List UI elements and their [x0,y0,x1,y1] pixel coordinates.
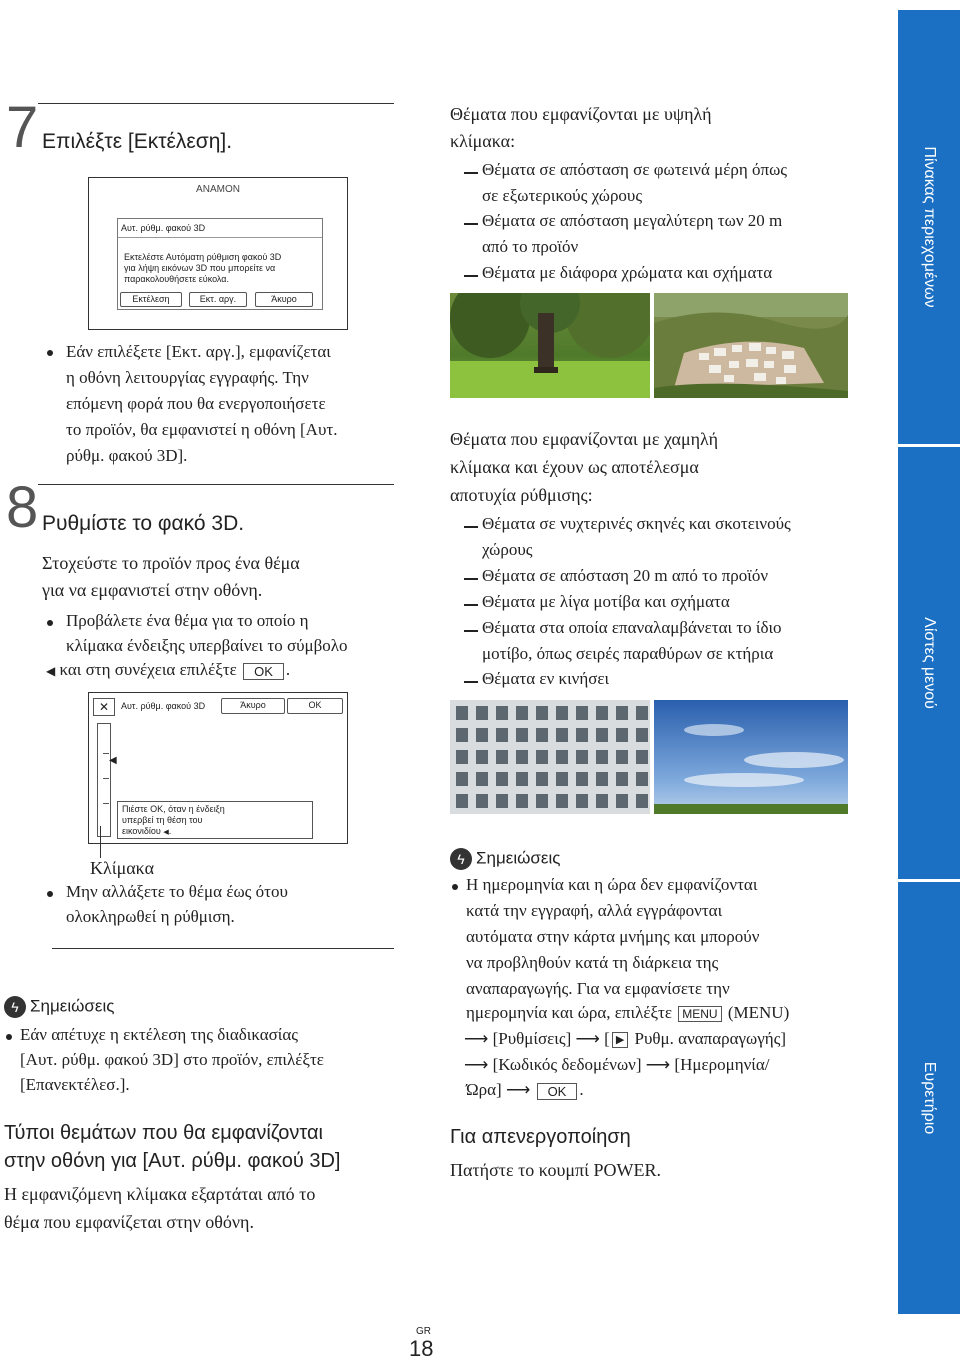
notes-icon: ϟ [450,848,472,870]
notes-right-line-path [464,1055,769,1075]
step8-end-rule [52,948,394,949]
notes-right-line: να προβληθούν κατά τη διάρκεια της [466,953,719,972]
cancel-button[interactable]: Άκυρο [255,292,313,307]
dash-marker [464,630,478,632]
bullet-marker [47,350,53,356]
subjects-heading-line: Τύποι θεμάτων που θα εμφανίζονται [4,1122,323,1144]
execute-button[interactable]: Εκτέλεση [120,292,182,307]
notes-left-line: [Αυτ. ρύθμ. φακού 3D] στο προϊόν, επιλέξτε [20,1050,324,1069]
high-item-line: Θέματα με διάφορα χρώματα και σχήματα [482,263,773,282]
step8-bullet2-line: Μην αλλάξετε το θέμα έως ότου [66,882,288,901]
notes-heading-left [4,996,114,1018]
notes-right-line-menu [466,1003,789,1023]
arrow-right-icon: ⟶ [464,1029,489,1048]
hint-box [117,801,313,839]
low-intro-line: αποτυχία ρύθμισης: [450,485,593,505]
bullet-marker [6,1034,12,1040]
high-item-line: Θέματα σε απόσταση σε φωτεινά μέρη όπως [482,160,787,179]
notes-heading-text: Σημειώσεις [30,996,115,1016]
hint-line: υπερβεί τη θέση του [122,815,203,825]
photo-building-windows [450,700,650,814]
step8-title: Ρυθμίστε το φακό 3D. [42,512,245,535]
scale-tick [103,803,109,804]
dash-marker [464,172,478,174]
low-intro-line: κλίμακα και έχουν ως αποτέλεσμα [450,457,699,477]
step7-title: Επιλέξτε [Εκτέλεση]. [42,130,233,153]
notes-text: ημερομηνία και ώρα, επιλέξτε [466,1003,673,1022]
bullet-marker [47,620,53,626]
arrow-right-icon: ⟶ [575,1029,600,1048]
notes-right-line-path [466,1080,584,1100]
low-item-line: Θέματα εν κινήσει [482,669,610,688]
step7-note-line: η οθόνη λειτουργίας εγγραφής. Την [66,368,309,387]
notes-text: [ [604,1029,610,1048]
tab-index[interactable] [898,882,960,1315]
step8-bullet-text: και στη συνέχεια επιλέξτε [59,660,237,679]
dash-marker [464,604,478,606]
arrow-right-icon: ⟶ [464,1055,489,1074]
execute-later-button[interactable]: Εκτ. αργ. [189,292,247,307]
ok-button-inline: OK [537,1083,578,1100]
low-item-line: Θέματα σε απόσταση 20 m από το προϊόν [482,566,769,585]
screen-message-line: Εκτελέστε Αυτόματη ρύθμιση φακού 3D [124,252,282,262]
tab-contents-label: Πίνακας περιεχομένων [921,146,938,308]
step7-note-line: Εάν επιλέξετε [Εκτ. αργ.], εμφανίζεται [66,342,331,361]
tab-menu-lists[interactable] [898,447,960,880]
notes-text: Ρυθμ. αναπαραγωγής] [634,1029,787,1048]
notes-text: [Ρυθμίσεις] [492,1029,572,1048]
subjects-body-line: Η εμφανιζόμενη κλίμακα εξαρτάται από το [4,1184,316,1204]
low-item-line: Θέματα με λίγα μοτίβα και σχήματα [482,592,730,611]
low-item-line: μοτίβο, όπως σειρές παραθύρων σε κτήρια [482,644,774,663]
step7-note-line: επόμενη φορά που θα ενεργοποιήσετε [66,394,326,413]
bullet-marker [452,884,458,890]
ok-button-inline: OK [243,663,284,680]
screen-title: Αυτ. ρύθμ. φακού 3D [121,701,206,711]
notes-heading-right [450,848,560,870]
high-intro-line: Θέματα που εμφανίζονται με υψηλή [450,104,712,124]
step7-note-line: το προϊόν, θα εμφανιστεί η οθόνη [Αυτ. [66,420,338,439]
notes-right-line-path [464,1029,786,1049]
arrow-right-icon: ⟶ [645,1055,671,1074]
notes-text: [Ημερομηνία/ [674,1055,770,1074]
step8-number: 8 [6,475,39,540]
scale-tick [103,778,109,779]
photo-village [654,293,848,398]
screen-header: ΑΝΑΜΟΝ [196,184,240,195]
screen-message-line: για λήψη εικόνων 3D που μπορείτε να [124,263,276,273]
left-triangle-icon: ◀ [163,829,169,836]
dash-marker [464,578,478,580]
page-number: 18 [409,1336,434,1361]
ok-button[interactable]: OK [287,698,343,714]
hint-line-last: εικονιδίου ◀. [122,826,172,836]
step7-rule [38,103,394,104]
notes-text: [Κωδικός δεδομένων] [492,1055,642,1074]
high-item-line: από το προϊόν [482,237,579,256]
step8-bullet2-line: ολοκληρωθεί η ρύθμιση. [66,907,235,926]
scale-tick [103,753,109,754]
notes-right-line: κατά την εγγραφή, αλλά εγγράφονται [466,901,723,920]
notes-right-line: Η ημερομηνία και η ώρα δεν εμφανίζονται [466,875,758,894]
step8-screen [88,692,348,844]
low-intro-line: Θέματα που εμφανίζονται με χαμηλή [450,429,719,449]
disable-heading: Για απενεργοποίηση [450,1126,631,1148]
notes-text: (MENU) [727,1003,790,1022]
step8-rule [38,484,394,485]
step8-body-line: για να εμφανιστεί στην οθόνη. [42,580,263,600]
high-item-line: σε εξωτερικούς χώρους [482,186,643,205]
tab-index-label: Ευρετήριο [921,1061,938,1135]
playback-icon: ▶ [612,1032,628,1048]
step8-bullet-line: κλίμακα ένδειξης υπερβαίνει το σύμβολο [66,636,348,655]
notes-heading-text: Σημειώσεις [476,848,561,868]
step7-note-line: ρύθμ. φακού 3D]. [66,446,188,465]
step8-body-line: Στοχεύστε το προϊόν προς ένα θέμα [42,553,300,573]
dash-marker [464,275,478,277]
notes-left-line: Εάν απέτυχε η εκτέλεση της διαδικασίας [20,1025,299,1044]
step7-screen [88,177,348,330]
dash-marker [464,223,478,225]
close-icon[interactable]: ✕ [93,698,115,716]
scale-bar [97,723,111,837]
step8-bullet-line: Προβάλετε ένα θέμα για το οποίο η [66,611,309,630]
subjects-heading-line: στην οθόνη για [Αυτ. ρύθμ. φακού 3D] [4,1150,341,1172]
arrow-right-icon: ⟶ [505,1080,531,1099]
high-item-line: Θέματα σε απόσταση μεγαλύτερη των 20 m [482,211,783,230]
low-item-line: Θέματα στα οποία επαναλαμβάνεται το ίδιο [482,618,782,637]
screen-divider [118,237,322,238]
tab-menu-lists-label: Λίστες μενού [921,617,938,709]
subjects-body-line: θέμα που εμφανίζεται στην οθόνη. [4,1212,254,1232]
screen-message-line: παρακολουθήσετε εύκολα. [124,274,229,284]
period: . [579,1080,584,1099]
photo-sky [654,700,848,814]
footer-region: GR [416,1326,431,1337]
disable-body: Πατήστε το κουμπί POWER. [450,1160,661,1180]
screen-subtitle: Αυτ. ρύθμ. φακού 3D [121,223,206,233]
hint-line: Πιέστε ΟΚ, όταν η ένδειξη [122,804,225,814]
left-triangle-icon: ◀ [46,664,56,678]
scale-marker-icon: ◀ [109,755,117,766]
cancel-button[interactable]: Άκυρο [221,698,285,714]
hint-text: εικονιδίου [122,826,161,836]
scale-pointer-line [100,826,101,858]
bullet-marker [47,891,53,897]
high-intro-line: κλίμακα: [450,131,516,151]
dash-marker [464,526,478,528]
notes-icon: ϟ [4,996,26,1018]
notes-right-line: αναπαραγωγής. Για να εμφανίσετε την [466,979,730,998]
low-item-line: χώρους [482,540,533,559]
step8-bullet-last-line [46,660,290,680]
step7-number: 7 [6,95,39,160]
tab-contents[interactable] [898,10,960,445]
notes-text: Ώρα] [466,1080,502,1099]
notes-left-line: [Επανεκτέλεσ.]. [20,1075,130,1094]
photo-park-tree [450,293,650,398]
menu-button-inline: MENU [678,1006,721,1022]
dash-marker [464,681,478,683]
notes-right-line: αυτόματα στην κάρτα μνήμης και μπορούν [466,927,760,946]
low-item-line: Θέματα σε νυχτερινές σκηνές και σκοτεινούς [482,514,791,533]
period: . [285,660,291,679]
scale-label: Κλίμακα [90,858,154,878]
